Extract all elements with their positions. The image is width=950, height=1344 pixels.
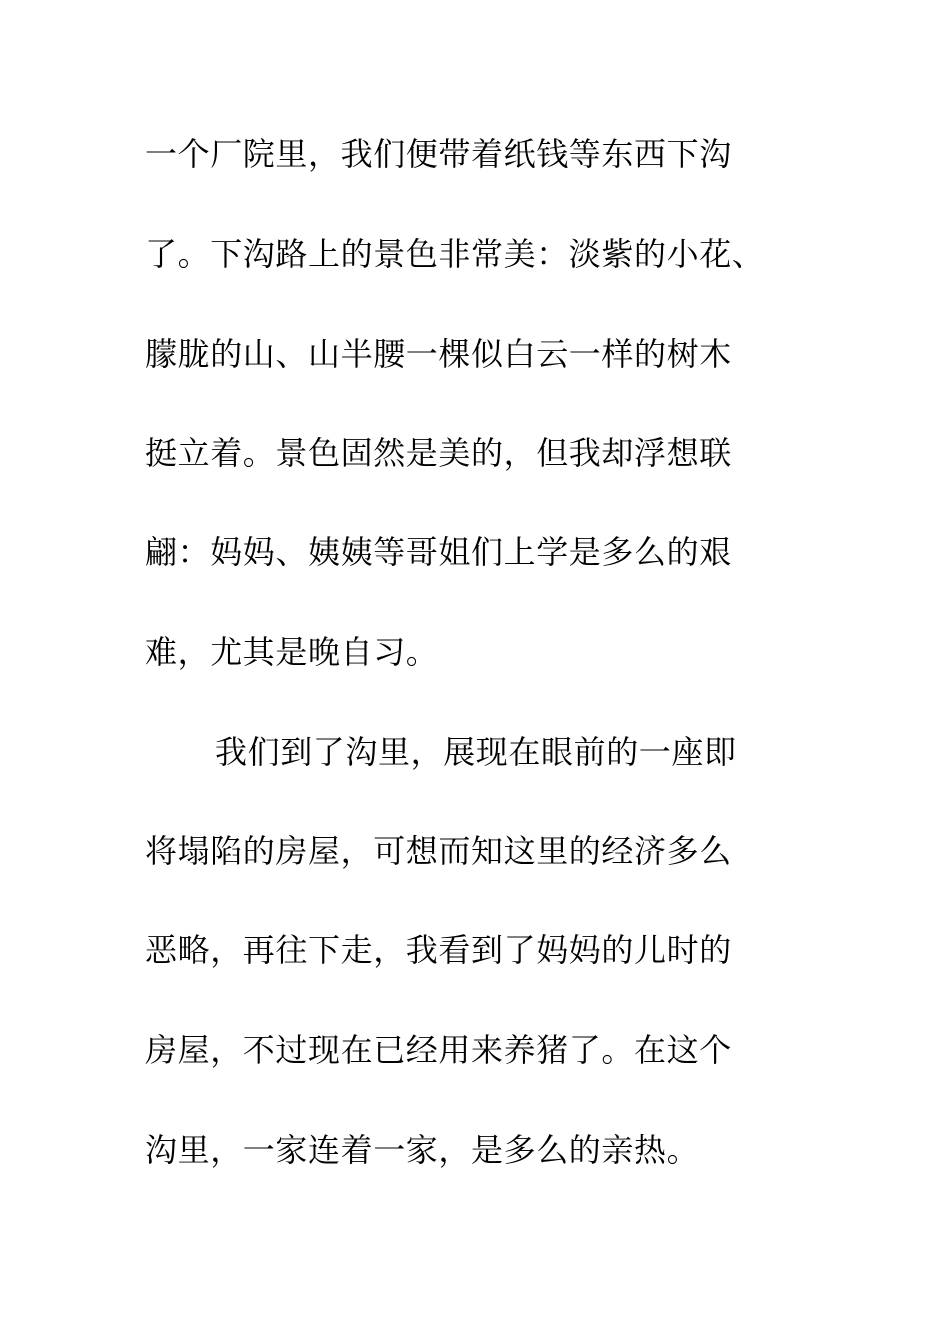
text-line: 沟里，一家连着一家，是多么的亲热。 — [145, 1131, 700, 1169]
text-line: 了。下沟路上的景色非常美：淡紫的小花、 — [145, 235, 765, 273]
text-line: 朦胧的山、山半腰一棵似白云一样的树木 — [145, 335, 732, 373]
text-line: 恶略，再往下走，我看到了妈妈的儿时的 — [145, 931, 732, 969]
text-line: 难，尤其是晚自习。 — [145, 633, 439, 671]
text-line: 翩：妈妈、姨姨等哥姐们上学是多么的艰 — [145, 533, 732, 571]
text-line: 挺立着。景色固然是美的，但我却浮想联 — [145, 434, 732, 472]
paragraph-start-line: 我们到了沟里，展现在眼前的一座即 — [215, 733, 737, 771]
text-line: 房屋，不过现在已经用来养猪了。在这个 — [145, 1031, 732, 1069]
text-line: 一个厂院里，我们便带着纸钱等东西下沟 — [145, 135, 732, 173]
text-line: 将塌陷的房屋，可想而知这里的经济多么 — [145, 832, 732, 870]
